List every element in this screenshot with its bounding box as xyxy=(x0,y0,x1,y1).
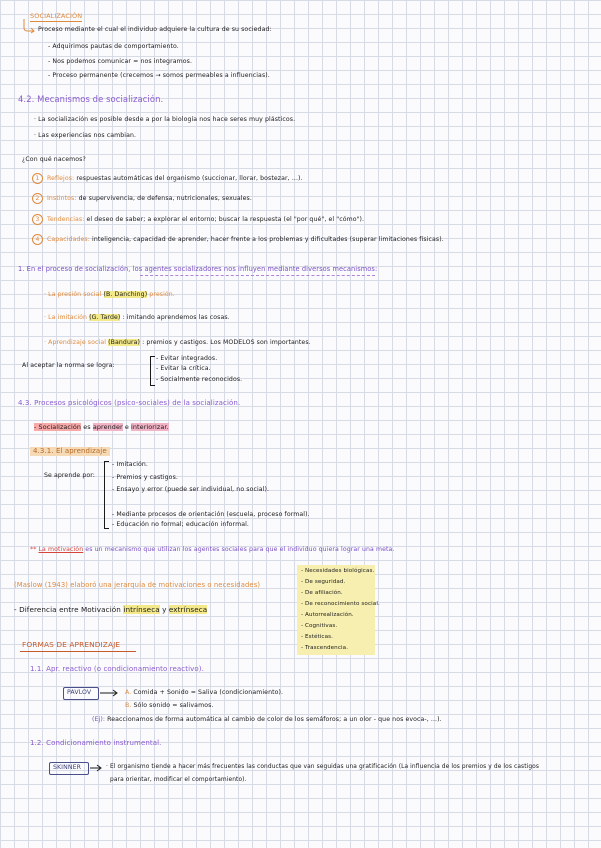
innate-text: de supervivencia, de defensa, nutricionales, sexuales. xyxy=(78,195,252,202)
innate-text: respuestas automáticas del organismo (succionar, llorar, bostezar, ...). xyxy=(76,175,303,182)
bullet-text: · La socialización es posible desde a por la biología nos hace seres muy plásticos. xyxy=(34,116,296,123)
number-circle: 4 xyxy=(32,234,43,245)
mechanism-tag: (G. Tarde) xyxy=(89,314,121,321)
example-text: Reaccionamos de forma automática al cambio de color de los semáforos; a un olor - que nos evoca-, ...). xyxy=(107,716,442,723)
sub-heading-aprendizaje: 4.3.1. El aprendizaje xyxy=(30,447,110,456)
needs-item: - De reconocimiento social. xyxy=(301,601,380,607)
motivation-note xyxy=(30,547,395,553)
innate-label: Reflejos: xyxy=(47,175,75,182)
mechanism-label: · La presión social xyxy=(44,291,102,298)
diff-and: y xyxy=(162,605,167,614)
diff-lead: - Diferencia entre Motivación xyxy=(14,605,121,614)
innate-text: inteligencia, capacidad de aprender, hacer frente a los problemas y dificultades (superar limitaciones físicas). xyxy=(92,236,444,243)
needs-item: - Estéticas. xyxy=(301,634,334,640)
mechanism-item xyxy=(44,292,175,298)
needs-item: - Trascendencia. xyxy=(301,645,349,651)
list-item: - Evitar la crítica. xyxy=(156,365,211,372)
pavlov-label: PAVLOV xyxy=(67,689,92,696)
needs-item: - Cognitivas. xyxy=(301,623,338,629)
mechanism-item xyxy=(44,315,230,321)
list-item: - Evitar integrados. xyxy=(156,355,218,362)
brace xyxy=(150,356,155,386)
wavy-underline xyxy=(140,275,375,276)
note-label: La motivación xyxy=(38,546,84,553)
sub-heading-instrumental: 1.2. Condicionamiento instrumental. xyxy=(30,739,162,747)
heading-procesos: 4.3. Procesos psicológicos (psico-sociales) de la socialización. xyxy=(18,399,241,407)
mechanism-rest: : premios y castigos. Los MODELOS son importantes. xyxy=(142,339,311,346)
list-item: - Ensayo y error (puede ser individual, no social). xyxy=(112,486,270,493)
section-title-socializacion: SOCIALIZACIÓN xyxy=(30,12,83,20)
needs-item: - De seguridad. xyxy=(301,579,346,585)
mechanism-tag: (B. Danching) xyxy=(103,291,148,298)
question-text: ¿Con qué nacemos? xyxy=(22,156,86,163)
definition-text: Proceso mediante el cual el individuo adquiere la cultura de su sociedad: xyxy=(38,26,272,33)
arrow-icon xyxy=(100,689,120,697)
highlight-extrinseca: extrínseca xyxy=(168,605,208,614)
number-circle: 2 xyxy=(32,193,43,204)
skinner-text: · El organismo tiende a hacer más frecuentes las conductas que van seguidas una gratificación (La influencia de los premios y de los castigos xyxy=(106,764,540,770)
note-mark: ** xyxy=(30,546,37,553)
maslow-text: (Maslow (1943) elaboró una jerarquía de motivaciones o necesidades) xyxy=(14,581,261,589)
skinner-text: para orientar, modificar el comportamiento). xyxy=(110,777,247,783)
innate-label: Instintos: xyxy=(47,195,77,202)
list-item: - Imitación. xyxy=(112,461,148,468)
step-text: Sólo sonido = salivamos. xyxy=(133,702,214,709)
note-text: es un mecanismo que utilizan los agentes sociales para que el individuo quiera lograr una meta. xyxy=(85,546,395,553)
bullet-text: · Las experiencias nos cambian. xyxy=(34,132,137,139)
step-text: Comida + Sonido = Saliva (condicionamiento). xyxy=(133,689,284,696)
list-item: - Adquirimos pautas de comportamiento. xyxy=(48,43,179,50)
arrow-icon xyxy=(90,764,104,772)
list-item: - Premios y castigos. xyxy=(112,474,178,481)
heading-underline xyxy=(20,651,136,652)
innate-text: el deseo de saber; a explorar el entorno; buscar la respuesta (el "por qué", el "cómo"). xyxy=(86,216,365,223)
motivation-difference xyxy=(14,606,207,613)
agentes-intro: 1. En el proceso de socialización, los agentes socializadores nos influyen mediante diversos mecanismos: xyxy=(18,265,378,273)
highlight-aprender: aprender xyxy=(92,423,123,431)
pavlov-step-b xyxy=(125,703,213,709)
mechanism-rest: : imitando aprendemos las cosas. xyxy=(122,314,230,321)
heading-mecanismos: 4.2. Mecanismos de socialización. xyxy=(18,94,164,104)
highlight-socializacion: - Socialización xyxy=(34,423,82,431)
brace xyxy=(104,461,109,529)
innate-label: Capacidades: xyxy=(47,236,90,243)
mechanism-item xyxy=(44,340,311,346)
needs-item: - Necesidades biológicas. xyxy=(301,568,375,574)
mechanism-label: · La imitación xyxy=(44,314,88,321)
step-letter: B. xyxy=(125,702,132,709)
sub-heading-reactivo: 1.1. Apr. reactivo (o condicionamiento reactivo). xyxy=(30,665,204,673)
innate-item-1 xyxy=(32,173,303,184)
list-item: - Mediante procesos de orientación (escuela, proceso formal). xyxy=(112,511,310,518)
pavlov-step-a xyxy=(125,690,283,696)
norm-lead: Al aceptar la norma se logra: xyxy=(22,362,115,369)
highlight-interiorizar: interiorizar. xyxy=(131,423,169,431)
innate-item-3 xyxy=(32,214,364,225)
list-item: - Nos podemos comunicar = nos integramos. xyxy=(48,58,193,65)
socializacion-statement xyxy=(34,424,169,430)
mechanism-rest: presión. xyxy=(149,291,175,298)
mechanism-tag: (Bandura) xyxy=(108,339,141,346)
needs-item: - De afiliación. xyxy=(301,590,343,596)
number-circle: 1 xyxy=(32,173,43,184)
connector-es: es xyxy=(83,423,91,431)
highlight-intrinseca: intrínseca xyxy=(123,605,160,614)
step-letter: A. xyxy=(125,689,132,696)
innate-item-2 xyxy=(32,193,252,204)
innate-item-4 xyxy=(32,234,444,245)
curved-arrow-icon xyxy=(20,18,36,34)
heading-formas: FORMAS DE APRENDIZAJE xyxy=(22,640,121,649)
list-item: - Proceso permanente (crecemos → somos permeables a influencias). xyxy=(48,72,270,79)
skinner-label: SKINNER xyxy=(53,764,81,771)
connector-e: e xyxy=(124,423,129,431)
number-circle: 3 xyxy=(32,214,43,225)
needs-item: - Autorrealización. xyxy=(301,612,354,618)
pavlov-example xyxy=(92,717,442,723)
list-item: - Socialmente reconocidos. xyxy=(156,376,243,383)
example-lead: (Ej): xyxy=(92,716,106,723)
list-item: - Educación no formal; educación informal. xyxy=(112,521,249,528)
mechanism-label: · Aprendizaje social xyxy=(44,339,107,346)
learn-lead: Se aprende por: xyxy=(44,472,95,479)
innate-label: Tendencias: xyxy=(47,216,85,223)
title-underline xyxy=(30,21,82,22)
